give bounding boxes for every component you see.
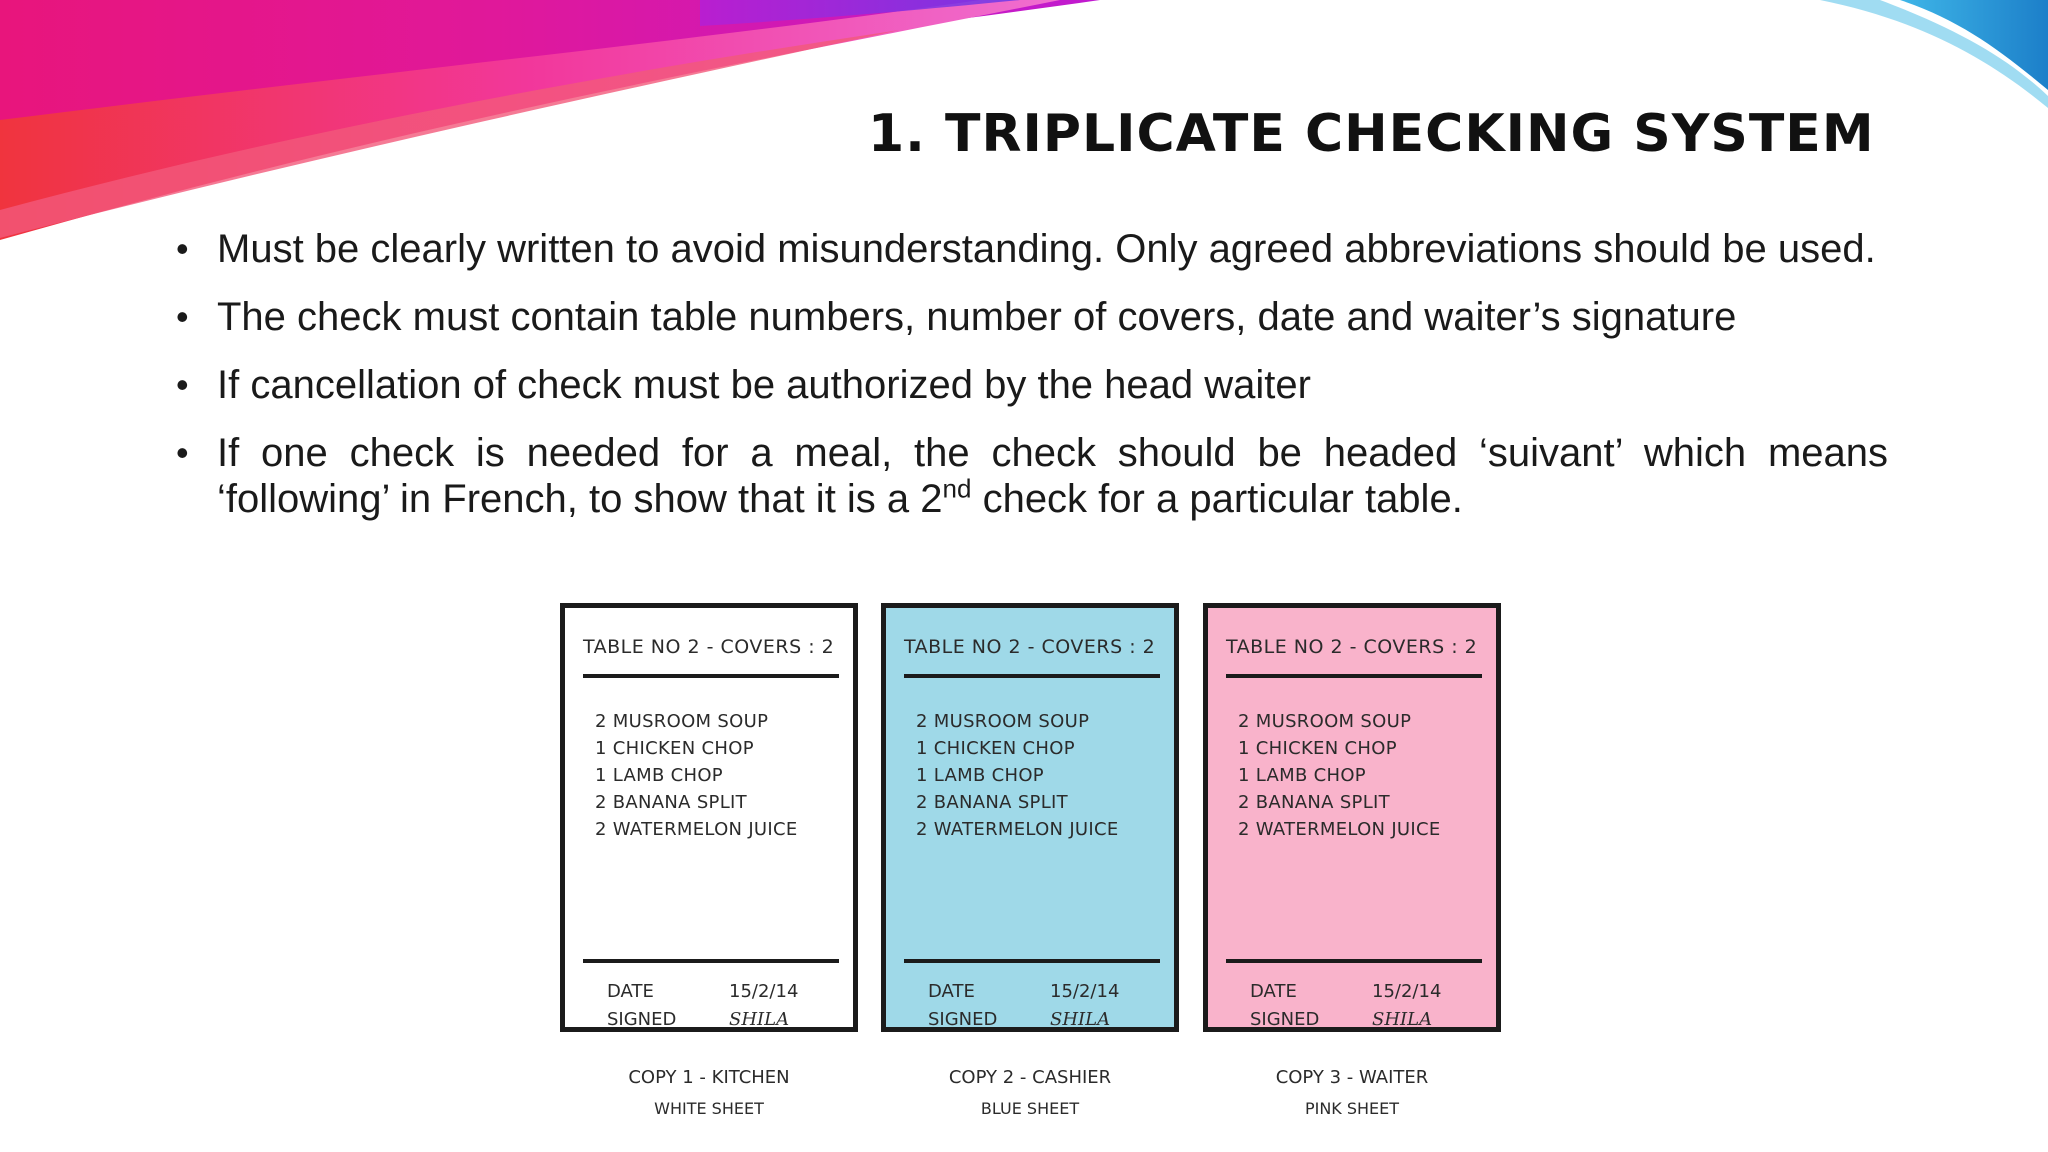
divider <box>904 674 1160 678</box>
order-item: 1 LAMB CHOP <box>916 765 1044 786</box>
order-item: 2 WATERMELON JUICE <box>1238 819 1441 840</box>
divider <box>904 959 1160 963</box>
bullet-text: check for a particular table. <box>971 477 1463 521</box>
bullet-text: If cancellation of check must be authorized by the head waiter <box>217 363 1311 407</box>
order-item: 2 MUSROOM SOUP <box>1238 711 1412 732</box>
check-copy-cashier <box>881 603 1179 1032</box>
sheet-label: WHITE SHEET <box>654 1099 764 1118</box>
divider <box>1226 959 1482 963</box>
date-value: 15/2/14 <box>1372 981 1442 1002</box>
order-items <box>916 708 1119 843</box>
order-item: 1 LAMB CHOP <box>595 765 723 786</box>
sheet-label: PINK SHEET <box>1304 1099 1400 1118</box>
bullet-dot: • <box>176 364 189 405</box>
check-footer <box>1250 978 1441 1034</box>
divider <box>583 959 839 963</box>
signed-label: SIGNED <box>928 1009 998 1030</box>
bullet-text: If one check is needed for a meal, the check should be headed ‘suivant’ which means ‘following’ in French, to show that it is a 2 <box>217 431 1888 521</box>
check-caption <box>1203 1062 1501 1124</box>
divider <box>1226 674 1482 678</box>
check-header: TABLE NO 2 - COVERS : 2 <box>583 636 835 658</box>
divider <box>583 674 839 678</box>
order-item: 2 BANANA SPLIT <box>1238 792 1390 813</box>
date-value: 15/2/14 <box>1050 981 1120 1002</box>
date-label: DATE <box>607 981 654 1002</box>
bullet-item <box>176 294 1888 340</box>
check-caption <box>881 1062 1179 1124</box>
order-item: 2 BANANA SPLIT <box>595 792 747 813</box>
bullet-dot: • <box>176 432 189 473</box>
slide-title: 1. TRIPLICATE CHECKING SYSTEM <box>868 104 1875 164</box>
bullet-dot: • <box>176 296 189 337</box>
check-header: TABLE NO 2 - COVERS : 2 <box>904 636 1156 658</box>
signed-label: SIGNED <box>1250 1009 1320 1030</box>
check-copy-kitchen <box>560 603 858 1032</box>
check-footer <box>928 978 1119 1034</box>
order-item: 1 CHICKEN CHOP <box>1238 738 1397 759</box>
signature: SHILA <box>1372 1009 1433 1030</box>
order-item: 2 WATERMELON JUICE <box>595 819 798 840</box>
order-item: 2 MUSROOM SOUP <box>595 711 769 732</box>
order-item: 1 CHICKEN CHOP <box>916 738 1075 759</box>
bullet-text: Must be clearly written to avoid misunderstanding. Only agreed abbreviations should be used. <box>217 227 1876 271</box>
check-caption <box>560 1062 858 1124</box>
signature: SHILA <box>1050 1009 1111 1030</box>
date-label: DATE <box>928 981 975 1002</box>
ordinal-superscript: nd <box>942 473 972 504</box>
check-copy-waiter <box>1203 603 1501 1032</box>
signed-label: SIGNED <box>607 1009 677 1030</box>
check-header: TABLE NO 2 - COVERS : 2 <box>1226 636 1478 658</box>
order-item: 1 LAMB CHOP <box>1238 765 1366 786</box>
order-item: 2 WATERMELON JUICE <box>916 819 1119 840</box>
date-label: DATE <box>1250 981 1297 1002</box>
bullet-dot: • <box>176 228 189 269</box>
bullet-item <box>176 430 1888 522</box>
order-items <box>1238 708 1441 843</box>
date-value: 15/2/14 <box>729 981 799 1002</box>
sheet-label: BLUE SHEET <box>980 1099 1080 1118</box>
order-items <box>595 708 798 843</box>
bullet-list <box>176 226 1888 544</box>
check-footer <box>607 978 798 1034</box>
signature: SHILA <box>729 1009 790 1030</box>
order-item: 1 CHICKEN CHOP <box>595 738 754 759</box>
copy-label: COPY 2 - CASHIER <box>948 1067 1112 1088</box>
order-item: 2 BANANA SPLIT <box>916 792 1068 813</box>
order-item: 2 MUSROOM SOUP <box>916 711 1090 732</box>
bullet-text: The check must contain table numbers, number of covers, date and waiter’s signature <box>217 295 1737 339</box>
copy-label: COPY 3 - WAITER <box>1275 1067 1429 1088</box>
bullet-item <box>176 362 1888 408</box>
copy-label: COPY 1 - KITCHEN <box>628 1067 790 1088</box>
bullet-item <box>176 226 1888 272</box>
